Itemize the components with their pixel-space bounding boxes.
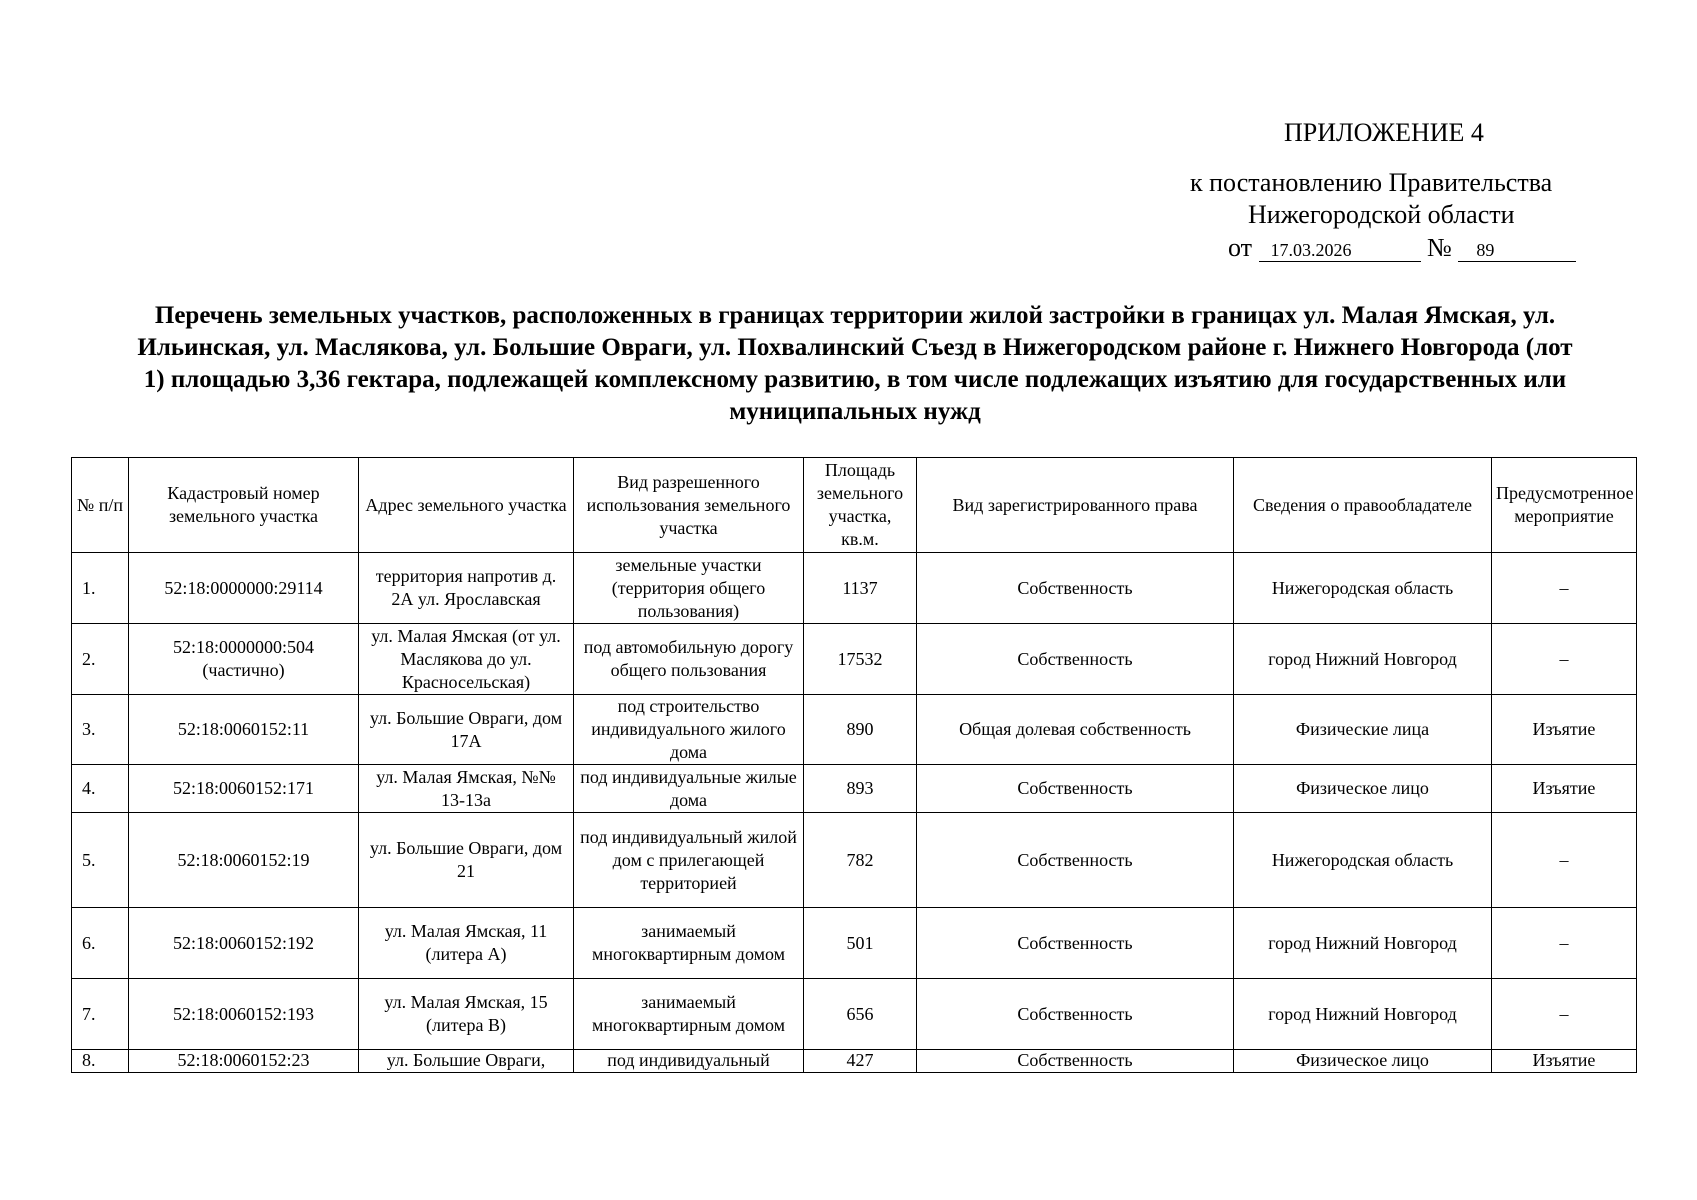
cell-num: 6. [72,908,129,979]
cell-measure: – [1492,553,1637,624]
cell-area: 17532 [804,624,917,695]
cell-cadastral: 52:18:0060152:171 [129,765,359,813]
cell-cadastral: 52:18:0000000:504 (частично) [129,624,359,695]
cell-right: Собственность [917,813,1234,908]
cell-address: территория напротив д. 2А ул. Ярославская [359,553,574,624]
table-row [72,695,1637,765]
cell-area: 782 [804,813,917,908]
cell-usage: под индивидуальные жилые дома [574,765,804,813]
appendix-title: ПРИЛОЖЕНИЕ 4 [1284,118,1484,147]
cell-usage: под индивидуальный жилой дом с прилегающей территорией [574,813,804,908]
header-holder: Сведения о правообладателе [1234,458,1492,553]
cell-address: ул. Малая Ямская, 15 (литера В) [359,979,574,1050]
cell-usage: занимаемый многоквартирным домом [574,908,804,979]
cell-measure: Изъятие [1492,765,1637,813]
cell-num: 8. [72,1050,129,1073]
cell-cadastral: 52:18:0060152:192 [129,908,359,979]
cell-cadastral: 52:18:0000000:29114 [129,553,359,624]
appendix-date-number-line [1228,233,1576,263]
document-title: Перечень земельных участков, расположенных в границах территории жилой застройки в границах ул. Малая Ямская, ул. Ильинская, ул. Маслякова, ул. Большие Овраги, ул. Похвалинский Съезд в Нижегородском районе г. Нижнего Новгорода (лот 1) площадью 3,36 гектара, подлежащей комплексному развитию, в том числе подлежащих изъятию для государственных или муниципальных нужд [137,302,1573,425]
cell-usage: под индивидуальный [574,1050,804,1073]
table-row [72,553,1637,624]
cell-address: ул. Большие Овраги, дом 21 [359,813,574,908]
cell-address: ул. Малая Ямская (от ул. Маслякова до ул. Красносельская) [359,624,574,695]
cell-right: Собственность [917,553,1234,624]
cell-holder: Физические лица [1234,695,1492,765]
cell-right: Собственность [917,624,1234,695]
cell-measure: – [1492,813,1637,908]
cell-holder: город Нижний Новгород [1234,624,1492,695]
cell-cadastral: 52:18:0060152:193 [129,979,359,1050]
resolution-number: 89 [1458,239,1576,262]
cell-num: 3. [72,695,129,765]
table-row [72,624,1637,695]
table-row [72,908,1637,979]
cell-holder: Нижегородская область [1234,553,1492,624]
cell-right: Собственность [917,908,1234,979]
cell-area: 1137 [804,553,917,624]
cell-holder: город Нижний Новгород [1234,908,1492,979]
cell-holder: город Нижний Новгород [1234,979,1492,1050]
from-label: от [1228,233,1253,262]
cell-num: 4. [72,765,129,813]
cell-area: 501 [804,908,917,979]
table-row [72,813,1637,908]
cell-cadastral: 52:18:0060152:19 [129,813,359,908]
cell-address: ул. Малая Ямская, 11 (литера А) [359,908,574,979]
cell-measure: Изъятие [1492,1050,1637,1073]
table-header-row [72,458,1637,553]
header-usage: Вид разрешенного использования земельного участка [574,458,804,553]
table-row [72,1050,1637,1073]
cell-holder: Физическое лицо [1234,1050,1492,1073]
cell-area: 893 [804,765,917,813]
resolution-date: 17.03.2026 [1259,239,1421,262]
cell-area: 890 [804,695,917,765]
cell-right: Собственность [917,765,1234,813]
appendix-region-line: Нижегородской области [1248,200,1515,229]
header-right: Вид зарегистрированного права [917,458,1234,553]
cell-area: 656 [804,979,917,1050]
cell-usage: под строительство индивидуального жилого дома [574,695,804,765]
cell-usage: под автомобильную дорогу общего пользования [574,624,804,695]
cell-cadastral: 52:18:0060152:23 [129,1050,359,1073]
cell-address: ул. Большие Овраги, дом 17А [359,695,574,765]
cell-cadastral: 52:18:0060152:11 [129,695,359,765]
cell-right: Собственность [917,1050,1234,1073]
header-address: Адрес земельного участка [359,458,574,553]
cell-address: ул. Большие Овраги, [359,1050,574,1073]
cell-measure: – [1492,624,1637,695]
cell-holder: Нижегородская область [1234,813,1492,908]
cell-measure: – [1492,979,1637,1050]
cell-address: ул. Малая Ямская, №№ 13-13а [359,765,574,813]
cell-usage: земельные участки (территория общего пользования) [574,553,804,624]
cell-num: 1. [72,553,129,624]
cell-usage: занимаемый многоквартирным домом [574,979,804,1050]
cell-num: 5. [72,813,129,908]
table-row [72,765,1637,813]
header-num: № п/п [72,458,129,553]
cell-measure: Изъятие [1492,695,1637,765]
cell-area: 427 [804,1050,917,1073]
parcels-table [71,457,1637,1073]
cell-num: 2. [72,624,129,695]
cell-holder: Физическое лицо [1234,765,1492,813]
number-label: № [1427,233,1452,262]
cell-measure: – [1492,908,1637,979]
header-area: Площадь земельного участка, кв.м. [804,458,917,553]
cell-right: Собственность [917,979,1234,1050]
cell-num: 7. [72,979,129,1050]
table-row [72,979,1637,1050]
header-cadastral: Кадастровый номер земельного участка [129,458,359,553]
appendix-resolution-line: к постановлению Правительства [1190,168,1553,197]
header-measure: Предусмотренное мероприятие [1492,458,1637,553]
cell-right: Общая долевая собственность [917,695,1234,765]
